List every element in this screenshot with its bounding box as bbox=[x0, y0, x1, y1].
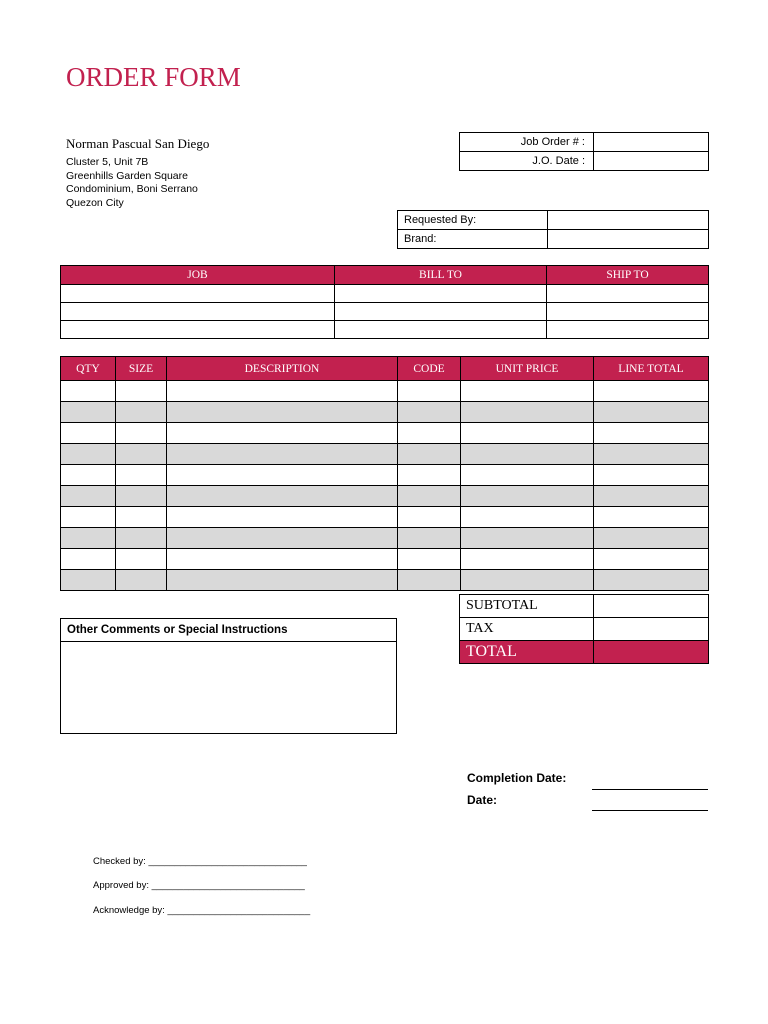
table-row bbox=[61, 381, 709, 402]
table-row bbox=[61, 570, 709, 591]
cell[interactable] bbox=[61, 465, 116, 486]
completion-date-label: Completion Date: bbox=[467, 771, 567, 785]
bill-to-cell[interactable] bbox=[335, 303, 547, 321]
cell[interactable] bbox=[398, 423, 461, 444]
cell[interactable] bbox=[594, 402, 709, 423]
jo-date-field[interactable] bbox=[594, 152, 709, 171]
size-header: SIZE bbox=[116, 357, 167, 381]
ship-to-cell[interactable] bbox=[547, 285, 709, 303]
cell[interactable] bbox=[61, 423, 116, 444]
table-row bbox=[61, 321, 709, 339]
tax-field[interactable] bbox=[594, 618, 709, 641]
cell[interactable] bbox=[594, 486, 709, 507]
table-row bbox=[61, 303, 709, 321]
comments-box bbox=[60, 618, 397, 734]
table-row bbox=[61, 486, 709, 507]
acknowledge-by-line[interactable]: Acknowledge by: ___________________________ bbox=[93, 905, 311, 916]
cell[interactable] bbox=[594, 423, 709, 444]
cell[interactable] bbox=[116, 465, 167, 486]
cell[interactable] bbox=[61, 381, 116, 402]
cell[interactable] bbox=[167, 570, 398, 591]
cell[interactable] bbox=[398, 465, 461, 486]
cell[interactable] bbox=[61, 444, 116, 465]
company-name: Norman Pascual San Diego bbox=[66, 136, 210, 151]
comments-field[interactable] bbox=[61, 642, 397, 734]
cell[interactable] bbox=[398, 381, 461, 402]
subtotal-field[interactable] bbox=[594, 595, 709, 618]
cell[interactable] bbox=[594, 549, 709, 570]
cell[interactable] bbox=[461, 486, 594, 507]
cell[interactable] bbox=[594, 381, 709, 402]
cell[interactable] bbox=[461, 444, 594, 465]
table-row bbox=[61, 423, 709, 444]
subtotal-label: SUBTOTAL bbox=[460, 595, 594, 618]
job-cell[interactable] bbox=[61, 303, 335, 321]
bill-to-cell[interactable] bbox=[335, 321, 547, 339]
cell[interactable] bbox=[116, 486, 167, 507]
qty-header: QTY bbox=[61, 357, 116, 381]
cell[interactable] bbox=[398, 528, 461, 549]
date-line[interactable] bbox=[592, 810, 708, 811]
cell[interactable] bbox=[167, 465, 398, 486]
comments-label: Other Comments or Special Instructions bbox=[61, 619, 397, 642]
ship-to-cell[interactable] bbox=[547, 303, 709, 321]
cell[interactable] bbox=[594, 570, 709, 591]
bill-to-header: BILL TO bbox=[335, 266, 547, 285]
requested-by-field[interactable] bbox=[548, 211, 709, 230]
table-row bbox=[61, 507, 709, 528]
totals-table bbox=[459, 594, 709, 664]
table-row bbox=[61, 402, 709, 423]
cell[interactable] bbox=[461, 570, 594, 591]
cell[interactable] bbox=[116, 507, 167, 528]
cell[interactable] bbox=[167, 486, 398, 507]
address-line: Condominium, Boni Serrano bbox=[66, 183, 198, 195]
cell[interactable] bbox=[594, 528, 709, 549]
cell[interactable] bbox=[116, 549, 167, 570]
ship-to-cell[interactable] bbox=[547, 321, 709, 339]
cell[interactable] bbox=[594, 507, 709, 528]
cell[interactable] bbox=[398, 570, 461, 591]
cell[interactable] bbox=[594, 465, 709, 486]
cell[interactable] bbox=[116, 381, 167, 402]
approved-by-line[interactable]: Approved by: _____________________________ bbox=[93, 880, 305, 891]
items-table bbox=[60, 356, 709, 591]
brand-field[interactable] bbox=[548, 230, 709, 249]
table-row bbox=[61, 285, 709, 303]
form-title: ORDER FORM bbox=[66, 62, 241, 92]
cell[interactable] bbox=[398, 402, 461, 423]
cell[interactable] bbox=[116, 402, 167, 423]
jo-date-label: J.O. Date : bbox=[460, 152, 594, 171]
cell[interactable] bbox=[461, 402, 594, 423]
table-row bbox=[61, 549, 709, 570]
description-header: DESCRIPTION bbox=[167, 357, 398, 381]
unit-price-header: UNIT PRICE bbox=[461, 357, 594, 381]
address-line: Quezon City bbox=[66, 196, 124, 209]
cell[interactable] bbox=[461, 465, 594, 486]
cell[interactable] bbox=[61, 528, 116, 549]
requested-by-label: Requested By: bbox=[398, 211, 548, 230]
line-total-header: LINE TOTAL bbox=[594, 357, 709, 381]
cell[interactable] bbox=[167, 381, 398, 402]
cell[interactable] bbox=[167, 549, 398, 570]
total-field[interactable] bbox=[594, 641, 709, 664]
job-order-label: Job Order # : bbox=[460, 133, 594, 152]
cell[interactable] bbox=[594, 444, 709, 465]
address-line: Cluster 5, Unit 7B bbox=[66, 156, 149, 168]
cell[interactable] bbox=[61, 486, 116, 507]
cell[interactable] bbox=[116, 570, 167, 591]
date-label: Date: bbox=[467, 793, 498, 807]
job-cell[interactable] bbox=[61, 321, 335, 339]
company-address bbox=[66, 156, 198, 210]
cell[interactable] bbox=[61, 402, 116, 423]
job-order-table bbox=[459, 132, 709, 171]
tax-label: TAX bbox=[460, 618, 594, 641]
cell[interactable] bbox=[167, 444, 398, 465]
cell[interactable] bbox=[461, 507, 594, 528]
address-line: Greenhills Garden Square bbox=[66, 169, 188, 182]
cell[interactable] bbox=[461, 549, 594, 570]
cell[interactable] bbox=[461, 423, 594, 444]
code-header: CODE bbox=[398, 357, 461, 381]
request-table bbox=[397, 210, 709, 249]
cell[interactable] bbox=[116, 528, 167, 549]
cell[interactable] bbox=[398, 507, 461, 528]
ship-to-header: SHIP TO bbox=[547, 266, 709, 285]
table-row bbox=[61, 444, 709, 465]
table-row bbox=[61, 465, 709, 486]
checked-by-line[interactable]: Checked by: ______________________________ bbox=[93, 856, 307, 867]
completion-date-line[interactable] bbox=[592, 789, 708, 790]
cell[interactable] bbox=[167, 402, 398, 423]
cell[interactable] bbox=[167, 507, 398, 528]
table-row bbox=[61, 528, 709, 549]
job-header: JOB bbox=[61, 266, 335, 285]
job-order-field[interactable] bbox=[594, 133, 709, 152]
cell[interactable] bbox=[61, 507, 116, 528]
cell[interactable] bbox=[116, 423, 167, 444]
cell[interactable] bbox=[398, 549, 461, 570]
cell[interactable] bbox=[61, 549, 116, 570]
cell[interactable] bbox=[167, 423, 398, 444]
cell[interactable] bbox=[398, 486, 461, 507]
cell[interactable] bbox=[167, 528, 398, 549]
cell[interactable] bbox=[461, 381, 594, 402]
total-label: TOTAL bbox=[460, 641, 594, 664]
bill-to-cell[interactable] bbox=[335, 285, 547, 303]
cell[interactable] bbox=[461, 528, 594, 549]
cell[interactable] bbox=[116, 444, 167, 465]
cell[interactable] bbox=[398, 444, 461, 465]
brand-label: Brand: bbox=[398, 230, 548, 249]
job-table bbox=[60, 265, 709, 339]
job-cell[interactable] bbox=[61, 285, 335, 303]
cell[interactable] bbox=[61, 570, 116, 591]
